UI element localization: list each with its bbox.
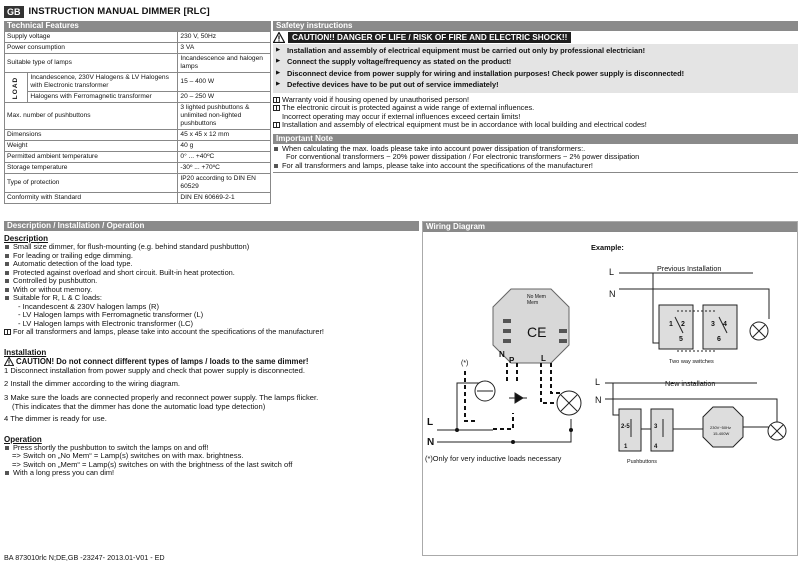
danger-text: CAUTION!! DANGER OF LIFE / RISK OF FIRE AND ELECTRIC SHOCK!! bbox=[288, 32, 571, 43]
terminal-4: 4 bbox=[723, 321, 727, 328]
table-row: Suitable type of lamps Incandescence and halogen lamps bbox=[5, 54, 271, 73]
list-item: Suitable for R, L & C loads: bbox=[4, 294, 419, 303]
terminal-2-5: 2-5 bbox=[621, 424, 630, 430]
new-n-label: N bbox=[595, 395, 602, 405]
table-row: Permitted ambient temperature 0° ... +40ºC bbox=[5, 152, 271, 163]
installation-heading: Installation bbox=[4, 347, 47, 357]
safety-instructions-section bbox=[273, 21, 798, 173]
wiring-title: Wiring Diagram bbox=[423, 222, 797, 232]
terminal-1: 1 bbox=[669, 321, 673, 328]
operation-sub: => Switch on „Mem“ = Lamp(s) switches on with the brightness of the last switch off bbox=[12, 459, 293, 469]
table-row: Weight 40 g bbox=[5, 141, 271, 152]
book-icon bbox=[4, 329, 11, 335]
wiring-diagram bbox=[423, 233, 797, 555]
star-label: (*) bbox=[461, 360, 469, 367]
list-item: Press shortly the pushbutton to switch the lamps on and off! bbox=[4, 444, 419, 453]
list-item: With a long press you can dim! bbox=[4, 469, 419, 478]
description-section-title: Description / Installation / Operation bbox=[4, 221, 419, 231]
load-item: - LV Halogen lamps with Ferromagnetic transformer (L) bbox=[18, 310, 204, 320]
line-n-label: N bbox=[427, 437, 435, 448]
description-heading: Description bbox=[4, 234, 49, 243]
danger-banner bbox=[273, 32, 798, 43]
table-row: Conformity with Standard DIN EN 60669-2-1 bbox=[5, 193, 271, 204]
list-item: When calculating the max. loads please take into account power dissipation of transformers:. bbox=[273, 145, 798, 154]
list-item: Controlled by pushbutton. bbox=[4, 277, 419, 286]
table-row: Supply voltage 230 V, 50Hz bbox=[5, 32, 271, 43]
table-row: Halogens with Ferromagnetic transformer 20 – 250 W bbox=[5, 92, 271, 103]
load-item: - LV Halogen lamps with Electronic transformer (LC) bbox=[18, 318, 193, 328]
warning-icon bbox=[273, 32, 285, 43]
list-item: ▶ Disconnect device from power supply for wiring and installation purposes! Check power supply is disconnected! bbox=[273, 68, 798, 79]
table-row: Type of protection IP20 according to DIN EN 60529 bbox=[5, 174, 271, 193]
previous-installation-label: Previous Installation bbox=[657, 264, 722, 273]
list-item-continuation: For conventional transformers ~ 20% power dissipation / For electronic transformers ~ 2% power dissipation bbox=[286, 152, 640, 162]
important-note-title: Important Note bbox=[273, 134, 798, 144]
book-icon bbox=[273, 97, 280, 103]
install-step: 3 Make sure the loads are connected properly and reconnect power supply. The lamps flicker. bbox=[4, 392, 319, 402]
example-label: Example: bbox=[591, 243, 624, 252]
wiring-diagram-section bbox=[422, 221, 798, 556]
table-row: LOAD Incandescence, 230V Halogens & LV Halogens with Electronic transformer 15 – 400 W bbox=[5, 73, 271, 92]
module-spec: 230V~50Hz bbox=[710, 425, 732, 430]
new-terminal-1: 1 bbox=[624, 444, 628, 450]
document-title: INSTRUCTION MANUAL DIMMER [RLC] bbox=[28, 6, 210, 17]
terminal-5: 5 bbox=[679, 336, 683, 343]
mem-label: Mem bbox=[527, 300, 539, 306]
install-step: 2 Install the dimmer according to the wiring diagram. bbox=[4, 379, 181, 389]
list-item: Protected against overload and short circuit. Built-in heat protection. bbox=[4, 269, 419, 278]
ce-mark: CE bbox=[527, 324, 547, 340]
new-installation-label: New installation bbox=[665, 379, 716, 388]
safety-notes bbox=[273, 96, 798, 130]
list-item: ▶ Installation and assembly of electrical equipment must be carried out only by professional electrician! bbox=[273, 45, 798, 56]
no-mem-label: No Mem bbox=[527, 294, 546, 300]
transformer-note: For all transformers and lamps, please take into account the specifications of the manufacturer! bbox=[4, 328, 419, 337]
safety-bullet-list bbox=[273, 44, 798, 93]
safety-title: Safetey instructions bbox=[273, 21, 798, 31]
table-row: Storage temperature -30º ... +70ºC bbox=[5, 163, 271, 174]
document-code: BA 873010rlc N;DE,GB -23247- 2013.01-V01 - ED bbox=[4, 553, 165, 562]
technical-features-section bbox=[4, 21, 271, 204]
table-row: Max. number of pushbuttons 3 lighted pushbuttons & unlimited non-lighted pushbuttons bbox=[5, 103, 271, 130]
list-item: ▶ Connect the supply voltage/frequency as stated on the product! bbox=[273, 56, 798, 67]
terminal-6: 6 bbox=[717, 336, 721, 343]
operation-heading: Operation bbox=[4, 434, 42, 444]
two-way-switches-label: Two way switches bbox=[669, 359, 714, 365]
note-codes: Installation and assembly of electrical equipment must be in accordance with local building and electrical codes! bbox=[273, 121, 798, 130]
operation-sub: => Switch on „No Mem“ = Lamp(s) switches on with max. brightness. bbox=[12, 451, 244, 461]
technical-features-table bbox=[4, 31, 271, 204]
list-item: With or without memory. bbox=[4, 286, 419, 295]
prev-n-label: N bbox=[609, 289, 616, 299]
new-l-label: L bbox=[595, 377, 601, 387]
terminal-l-label: L bbox=[541, 354, 546, 363]
load-item: - Incandescent & 230V halogen lamps (R) bbox=[18, 301, 159, 311]
terminal-3: 3 bbox=[711, 321, 715, 328]
warning-icon bbox=[4, 357, 14, 366]
note-protection: The electronic circuit is protected against a wide range of external influences. bbox=[273, 104, 798, 113]
description-section bbox=[4, 221, 419, 478]
terminal-2: 2 bbox=[681, 321, 685, 328]
list-item: For leading or trailing edge dimming. bbox=[4, 252, 419, 261]
document-header bbox=[4, 5, 210, 18]
terminal-n-label: N bbox=[499, 350, 505, 359]
install-step: 4 The dimmer is ready for use. bbox=[4, 414, 107, 424]
install-step: 1 Disconnect installation from power supply and check that power supply is disconnected. bbox=[4, 365, 305, 375]
footnote: (*)Only for very inductive loads necessary bbox=[425, 454, 562, 463]
installation-caution: CAUTION! Do not connect different types of lamps / loads to the same dimmer! bbox=[4, 357, 419, 366]
load-label: LOAD bbox=[5, 73, 28, 103]
language-badge: GB bbox=[4, 6, 24, 18]
list-item: Small size dimmer, for flush-mounting (e.g. behind standard pushbutton) bbox=[4, 243, 419, 252]
list-item: For all transformers and lamps, please take into account the specifications of the manufacturer! bbox=[273, 162, 798, 171]
technical-features-title: Technical Features bbox=[4, 21, 271, 31]
book-icon bbox=[273, 122, 280, 128]
list-item: Automatic detection of the load type. bbox=[4, 260, 419, 269]
new-terminal-3: 3 bbox=[654, 424, 658, 430]
line-l-label: L bbox=[427, 417, 434, 428]
table-row: Power consumption 3 VA bbox=[5, 43, 271, 54]
new-terminal-4: 4 bbox=[654, 444, 658, 450]
terminal-p-label: P bbox=[509, 356, 515, 365]
install-step-note: (This indicates that the dimmer has done the automatic load type detection) bbox=[12, 401, 266, 411]
important-note-body bbox=[273, 145, 798, 171]
pushbuttons-label: Pushbuttons bbox=[627, 459, 657, 465]
book-icon bbox=[273, 105, 280, 111]
module-spec2: 15-400W bbox=[713, 431, 730, 436]
table-row: Dimensions 45 x 45 x 12 mm bbox=[5, 130, 271, 141]
note-warranty: Warranty void if housing opened by unauthorised person! bbox=[273, 96, 798, 105]
list-item: ▶ Defective devices have to be put out of service immediately! bbox=[273, 79, 798, 90]
prev-l-label: L bbox=[609, 267, 615, 277]
note-protection-limit: Incorrect operating may occur if external influences exceed certain limits! bbox=[282, 111, 521, 121]
